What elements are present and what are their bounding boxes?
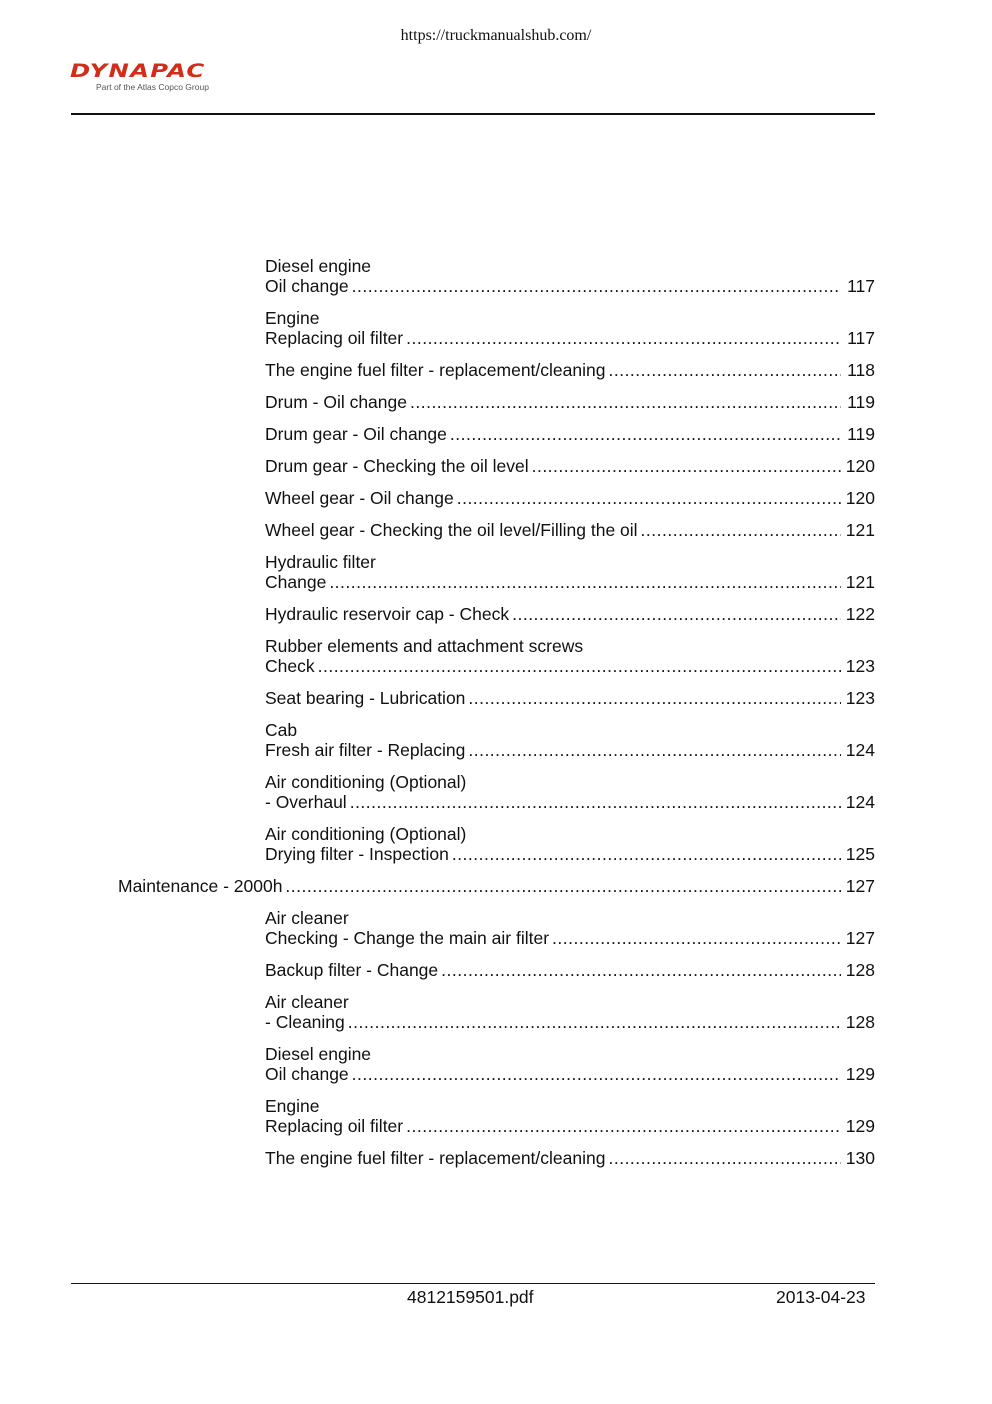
- dot-leader: [285, 876, 841, 896]
- toc-entry-row: [265, 456, 875, 476]
- toc-entry[interactable]: [265, 772, 875, 812]
- toc-page-number: 124: [845, 740, 875, 760]
- toc-entry[interactable]: [265, 1148, 875, 1168]
- toc-entry-row: [265, 844, 875, 864]
- toc-page-number: 128: [845, 1012, 875, 1032]
- dot-leader: [450, 424, 841, 444]
- dot-leader: [532, 456, 841, 476]
- toc-entry[interactable]: [265, 256, 875, 296]
- toc-entry-title: Oil change: [265, 276, 349, 296]
- toc-page-number: 118: [847, 360, 875, 380]
- toc-entry[interactable]: [265, 456, 875, 476]
- logo-wordmark: DYNAPAC: [70, 60, 206, 82]
- toc-page-number: 123: [845, 688, 875, 708]
- toc-page-number: 119: [847, 424, 875, 444]
- toc-entry-title: - Overhaul: [265, 792, 347, 812]
- dot-leader: [457, 488, 841, 508]
- toc-entry-title: - Cleaning: [265, 1012, 345, 1032]
- toc-entry-heading: Engine: [265, 308, 320, 328]
- toc-entry-row: [265, 392, 875, 412]
- toc-entry[interactable]: [265, 488, 875, 508]
- dot-leader: [608, 360, 841, 380]
- toc-entry-title: Maintenance - 2000h: [118, 876, 283, 896]
- toc-entry[interactable]: [265, 960, 875, 980]
- toc-entry-row: [265, 792, 875, 812]
- dot-leader: [441, 960, 841, 980]
- dynapac-logo: [70, 60, 240, 96]
- toc-entry[interactable]: [265, 308, 875, 348]
- toc-entry-heading: Diesel engine: [265, 1044, 372, 1064]
- toc-entry-row: [265, 424, 875, 444]
- table-of-contents: [0, 256, 992, 1180]
- toc-entry-title: Change: [265, 572, 327, 592]
- toc-entry-title: Drum gear - Oil change: [265, 424, 447, 444]
- dot-leader: [452, 844, 841, 864]
- toc-entry-heading: Cab: [265, 720, 298, 740]
- toc-entry[interactable]: [118, 876, 875, 896]
- dot-leader: [348, 1012, 841, 1032]
- toc-entry[interactable]: [265, 992, 875, 1032]
- toc-entry-heading: Engine: [265, 1096, 320, 1116]
- toc-page-number: 128: [845, 960, 875, 980]
- toc-entry-row: [265, 740, 875, 760]
- toc-page-number: 119: [847, 392, 875, 412]
- dot-leader: [406, 1116, 841, 1136]
- toc-entry-row: [265, 360, 875, 380]
- dot-leader: [410, 392, 841, 412]
- toc-entry-title: Backup filter - Change: [265, 960, 439, 980]
- toc-entry[interactable]: [265, 392, 875, 412]
- toc-entry-title: The engine fuel filter - replacement/cleaning: [265, 360, 606, 380]
- toc-entry-row: [265, 656, 875, 676]
- toc-entry[interactable]: [265, 636, 875, 676]
- toc-entry-title: Drum - Oil change: [265, 392, 407, 412]
- toc-entry-row: [265, 572, 875, 592]
- toc-entry-heading: Air cleaner: [265, 908, 349, 928]
- toc-page-number: 129: [845, 1116, 875, 1136]
- footer-divider: [71, 1283, 875, 1284]
- dot-leader: [318, 656, 841, 676]
- toc-entry-title: Replacing oil filter: [265, 1116, 404, 1136]
- toc-entry-row: [118, 876, 875, 896]
- toc-page-number: 117: [847, 276, 875, 296]
- toc-entry-title: Check: [265, 656, 315, 676]
- toc-entry[interactable]: [265, 520, 875, 540]
- toc-entry-title: Fresh air filter - Replacing: [265, 740, 466, 760]
- toc-page-number: 123: [845, 656, 875, 676]
- toc-entry-row: [265, 328, 875, 348]
- toc-page-number: 121: [845, 520, 875, 540]
- source-url[interactable]: https://truckmanualshub.com/: [400, 27, 592, 44]
- toc-entry-title: Checking - Change the main air filter: [265, 928, 550, 948]
- toc-entry[interactable]: [265, 1096, 875, 1136]
- toc-entry-heading: Air conditioning (Optional): [265, 772, 467, 792]
- toc-entry-row: [265, 604, 875, 624]
- footer-filename: 4812159501.pdf: [407, 1287, 534, 1307]
- toc-entry-heading: Hydraulic filter: [265, 552, 376, 572]
- toc-entry-heading: Air conditioning (Optional): [265, 824, 467, 844]
- toc-entry-row: [265, 688, 875, 708]
- toc-entry-row: [265, 488, 875, 508]
- dot-leader: [608, 1148, 841, 1168]
- toc-page-number: 117: [847, 328, 875, 348]
- dot-leader: [352, 1064, 841, 1084]
- toc-page-number: 130: [845, 1148, 875, 1168]
- toc-entry-title: Wheel gear - Checking the oil level/Filling the oil: [265, 520, 638, 540]
- toc-entry-title: Drying filter - Inspection: [265, 844, 449, 864]
- dot-leader: [329, 572, 841, 592]
- toc-page-number: 129: [845, 1064, 875, 1084]
- toc-entry[interactable]: [265, 552, 875, 592]
- toc-page-number: 127: [845, 876, 875, 896]
- toc-page-number: 125: [845, 844, 875, 864]
- toc-entry-row: [265, 276, 875, 296]
- toc-entry[interactable]: [265, 908, 875, 948]
- toc-entry-row: [265, 1012, 875, 1032]
- toc-entry-title: Replacing oil filter: [265, 328, 404, 348]
- dot-leader: [406, 328, 841, 348]
- toc-entry[interactable]: [265, 720, 875, 760]
- toc-entry[interactable]: [265, 824, 875, 864]
- toc-entry[interactable]: [265, 360, 875, 380]
- toc-entry-title: Hydraulic reservoir cap - Check: [265, 604, 510, 624]
- toc-entry[interactable]: [265, 424, 875, 444]
- dot-leader: [350, 792, 841, 812]
- dot-leader: [641, 520, 841, 540]
- toc-entry-row: [265, 928, 875, 948]
- footer-date: 2013-04-23: [776, 1287, 866, 1307]
- toc-entry-heading: Diesel engine: [265, 256, 372, 276]
- toc-entry-title: Drum gear - Checking the oil level: [265, 456, 529, 476]
- toc-entry-row: [265, 1116, 875, 1136]
- toc-page-number: 127: [845, 928, 875, 948]
- toc-entry[interactable]: [265, 688, 875, 708]
- dot-leader: [512, 604, 841, 624]
- toc-entry[interactable]: [265, 604, 875, 624]
- toc-entry-title: Oil change: [265, 1064, 349, 1084]
- toc-entry[interactable]: [265, 1044, 875, 1084]
- toc-page-number: 120: [845, 456, 875, 476]
- toc-entry-title: Wheel gear - Oil change: [265, 488, 454, 508]
- toc-page-number: 121: [845, 572, 875, 592]
- toc-entry-heading: Rubber elements and attachment screws: [265, 636, 584, 656]
- dot-leader: [552, 928, 841, 948]
- dot-leader: [468, 740, 841, 760]
- toc-entry-row: [265, 960, 875, 980]
- toc-entry-row: [265, 520, 875, 540]
- toc-entry-row: [265, 1064, 875, 1084]
- toc-page-number: 122: [845, 604, 875, 624]
- logo-tagline: Part of the Atlas Copco Group: [96, 82, 209, 92]
- header-divider: [71, 113, 875, 115]
- toc-entry-heading: Air cleaner: [265, 992, 349, 1012]
- toc-entry-title: The engine fuel filter - replacement/cleaning: [265, 1148, 606, 1168]
- toc-entry-title: Seat bearing - Lubrication: [265, 688, 466, 708]
- toc-page-number: 124: [845, 792, 875, 812]
- dot-leader: [352, 276, 841, 296]
- toc-entry-row: [265, 1148, 875, 1168]
- dot-leader: [468, 688, 841, 708]
- toc-page-number: 120: [845, 488, 875, 508]
